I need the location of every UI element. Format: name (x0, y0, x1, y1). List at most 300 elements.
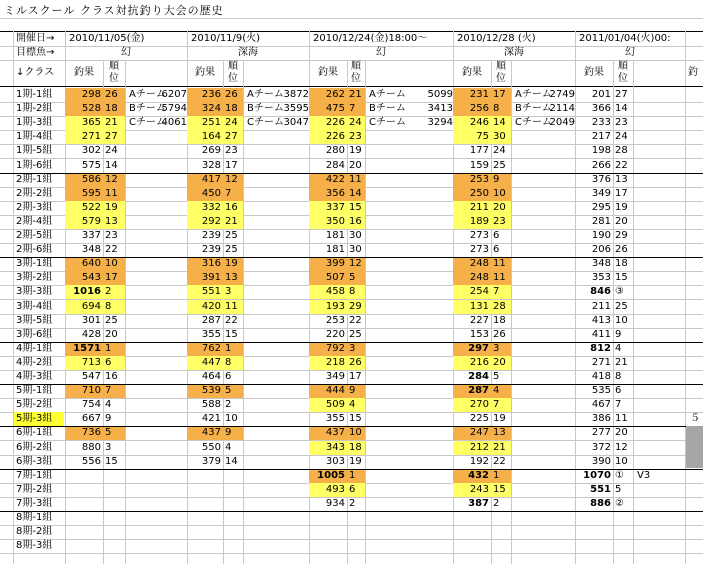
class-name: 3期-5組 (16, 315, 53, 326)
result-value: 131 (453, 300, 491, 314)
result-value: 812 (590, 343, 611, 354)
team-label: Cチーム (515, 117, 552, 128)
result-value: 736 (65, 426, 103, 440)
rank-column-header: 順 (351, 61, 361, 72)
rank-column-header: 位 (351, 73, 361, 84)
rank-value: 11 (103, 187, 125, 201)
result-value: 211 (453, 201, 491, 215)
result-value: 355 (325, 413, 345, 424)
rank-value: 9 (615, 329, 622, 340)
result-value: 324 (187, 102, 223, 116)
rank-value: 25 (349, 329, 362, 340)
rank-value: 14 (347, 187, 365, 201)
result-value: 437 (187, 426, 223, 440)
result-value: 376 (591, 174, 611, 185)
result-column-header: 釣果 (584, 67, 604, 78)
class-name: 2期-3組 (16, 202, 53, 213)
team-label: Aチーム (515, 89, 552, 100)
team-label: Bチーム (369, 103, 406, 114)
rank-value: 7 (491, 398, 511, 412)
result-value: 710 (65, 384, 103, 398)
rank-value: 1 (103, 342, 125, 356)
result-value: 792 (309, 342, 347, 356)
rank-value: 15 (491, 483, 511, 497)
rank-value: 22 (225, 315, 238, 326)
result-value: 211 (591, 301, 611, 312)
rank-value: 21 (615, 357, 628, 368)
rank-value: 11 (347, 173, 365, 187)
result-value: 588 (201, 399, 221, 410)
result-value: 475 (309, 102, 347, 116)
result-value: 379 (201, 456, 221, 467)
rank-column-header: 位 (109, 73, 119, 84)
result-value: 366 (591, 103, 611, 114)
period-border (0, 342, 703, 343)
result-value: 579 (65, 215, 103, 229)
result-value: 328 (201, 160, 221, 171)
rank-value: 25 (225, 244, 238, 255)
rank-value: 30 (491, 130, 511, 144)
rank-value: 11 (491, 271, 511, 285)
team-label: Cチーム (129, 117, 166, 128)
class-name: 7期-2組 (16, 484, 53, 495)
class-name: 6期-1組 (16, 427, 53, 438)
result-value: 217 (591, 131, 611, 142)
event-date: 2010/12/28 (火) (457, 33, 536, 44)
result-value: 365 (65, 116, 103, 130)
team-score: 6207 (161, 89, 187, 100)
rank-value: 19 (493, 413, 506, 424)
event-target-fish: 幻 (376, 47, 386, 58)
result-value: 198 (591, 145, 611, 156)
rank-value: 23 (615, 117, 628, 128)
result-value: 153 (469, 329, 489, 340)
result-value: 556 (81, 456, 101, 467)
class-name: 3期-2組 (16, 272, 53, 283)
rank-value: 27 (103, 130, 125, 144)
result-value: 181 (325, 244, 345, 255)
result-value: 550 (201, 442, 221, 453)
rank-column-header: 順 (228, 61, 238, 72)
rank-value: 13 (223, 271, 243, 285)
rank-value: 23 (105, 230, 118, 241)
rank-value: 19 (615, 202, 628, 213)
rank-value: 20 (615, 216, 628, 227)
result-value: 256 (453, 102, 491, 116)
rank-value: 6 (225, 371, 232, 382)
rank-value: 14 (105, 160, 118, 171)
rank-value: 18 (223, 102, 243, 116)
rank-value: 19 (349, 456, 362, 467)
rank-value: 30 (349, 244, 362, 255)
result-value: 762 (187, 342, 223, 356)
grid-line (243, 60, 244, 564)
rank-column-header: 順 (618, 61, 628, 72)
rank-value: 10 (615, 456, 628, 467)
rank-value: 9 (491, 173, 511, 187)
result-value: 450 (187, 187, 223, 201)
result-value: 1016 (65, 285, 103, 299)
rank-value: 1 (347, 469, 365, 483)
class-name: 5期-3組 (14, 412, 64, 426)
rank-value: 19 (349, 145, 362, 156)
rank-value: 20 (105, 329, 118, 340)
event-target-fish: 幻 (121, 47, 131, 58)
rank-value: 8 (491, 102, 511, 116)
team-label: Aチーム (247, 89, 284, 100)
rank-value: 24 (105, 145, 118, 156)
class-name: 2期-4組 (16, 216, 53, 227)
rank-value: 9 (105, 413, 112, 424)
rank-value: 7 (223, 187, 243, 201)
class-name: 2期-6組 (16, 244, 53, 255)
rank-value: 20 (491, 201, 511, 215)
result-value: 164 (187, 130, 223, 144)
rank-column-header: 順 (496, 61, 506, 72)
event-date: 2011/01/04(火)00: (579, 33, 671, 44)
result-value: 239 (201, 230, 221, 241)
result-value: 239 (201, 244, 221, 255)
grid-line (365, 60, 366, 564)
result-value: 281 (591, 216, 611, 227)
team-label: Bチーム (247, 103, 284, 114)
result-value: 356 (309, 187, 347, 201)
result-value: 551 (187, 285, 223, 299)
period-border (0, 384, 703, 385)
rank-value: 19 (103, 201, 125, 215)
result-value: 390 (591, 456, 611, 467)
rank-column-header: 位 (496, 73, 506, 84)
result-value: 464 (201, 371, 221, 382)
period-border (0, 469, 703, 470)
rank-value: 10 (103, 257, 125, 271)
team-score: 3294 (427, 117, 453, 128)
result-value: 277 (591, 427, 611, 438)
rank-value: 10 (615, 315, 628, 326)
result-value: 713 (65, 356, 103, 370)
result-value: 411 (591, 329, 611, 340)
result-value: 349 (591, 188, 611, 199)
rank-value: 8 (347, 285, 365, 299)
result-value: 266 (591, 160, 611, 171)
result-value: 421 (201, 413, 221, 424)
rank-value: 7 (103, 384, 125, 398)
rank-value: 10 (347, 426, 365, 440)
period-border (0, 511, 703, 512)
rank-value: 12 (103, 173, 125, 187)
period-border (0, 173, 703, 174)
result-value: 220 (325, 329, 345, 340)
class-name: 1期-5組 (16, 145, 53, 156)
result-value: 254 (453, 285, 491, 299)
result-value: 934 (325, 498, 345, 509)
result-value: 192 (469, 456, 489, 467)
result-value: 348 (81, 244, 101, 255)
period-border (0, 426, 703, 427)
result-value: 493 (309, 483, 347, 497)
rank-value: 20 (349, 160, 362, 171)
rank-value: 3 (347, 342, 365, 356)
rank-value: 27 (615, 89, 628, 100)
result-value: 248 (453, 271, 491, 285)
team-score: 2749 (549, 89, 575, 100)
result-value: 391 (187, 271, 223, 285)
grid-line (685, 31, 686, 564)
rank-value: 26 (615, 244, 628, 255)
class-name: 2期-1組 (16, 174, 53, 185)
rank-value: 2 (103, 285, 125, 299)
rank-value: 18 (103, 102, 125, 116)
result-value: 236 (187, 88, 223, 102)
rank-value: 29 (347, 300, 365, 314)
result-value: 243 (453, 483, 491, 497)
team-score: 2049 (549, 117, 575, 128)
grid-line (0, 553, 703, 554)
result-value: 332 (187, 201, 223, 215)
rank-value: 8 (615, 371, 622, 382)
rank-value: 22 (615, 160, 628, 171)
rank-value: 5 (223, 384, 243, 398)
rank-value: 17 (615, 188, 628, 199)
result-value: 189 (453, 215, 491, 229)
rank-value: 23 (491, 215, 511, 229)
team-score: 2114 (549, 103, 575, 114)
rank-value: ③ (615, 286, 624, 297)
result-value: 226 (309, 130, 347, 144)
grey-block (686, 426, 703, 468)
result-value: 1005 (309, 469, 347, 483)
rank-value: 30 (349, 230, 362, 241)
result-value: 287 (453, 384, 491, 398)
rank-column-header: 位 (228, 73, 238, 84)
partial-cell-text: ５ (690, 413, 700, 424)
result-value: 422 (309, 173, 347, 187)
rank-value: 25 (225, 230, 238, 241)
team-label: Cチーム (369, 117, 406, 128)
rank-value: 12 (223, 173, 243, 187)
result-value: 287 (201, 315, 221, 326)
result-value: 350 (309, 215, 347, 229)
class-row-label: ↓クラス (16, 67, 55, 78)
result-value: 262 (309, 88, 347, 102)
rank-value: 3 (105, 442, 112, 453)
result-value: 507 (309, 271, 347, 285)
result-value: 226 (309, 116, 347, 130)
class-name: 1期-1組 (16, 89, 53, 100)
rank-value: 11 (223, 300, 243, 314)
team-label: Aチーム (369, 89, 406, 100)
result-value: 273 (469, 244, 489, 255)
rank-value: 5 (103, 426, 125, 440)
rank-value: 20 (491, 356, 511, 370)
rank-value: 26 (493, 329, 506, 340)
result-value: 201 (591, 89, 611, 100)
rank-value: 17 (225, 160, 238, 171)
rank-value: 15 (347, 201, 365, 215)
result-value: 694 (65, 300, 103, 314)
result-value: 754 (81, 399, 101, 410)
result-value: 586 (65, 173, 103, 187)
result-value: 458 (309, 285, 347, 299)
rank-value: 22 (493, 456, 506, 467)
result-value: 159 (469, 160, 489, 171)
rank-value: 18 (347, 441, 365, 455)
result-value: 547 (81, 371, 101, 382)
result-value: 447 (187, 356, 223, 370)
class-name: 6期-2組 (16, 442, 53, 453)
rank-value: 5 (493, 371, 500, 382)
rank-value: 15 (225, 329, 238, 340)
result-value: 543 (65, 271, 103, 285)
result-value: 303 (325, 456, 345, 467)
result-value: 386 (591, 413, 611, 424)
result-value: 247 (453, 426, 491, 440)
result-value: 418 (591, 371, 611, 382)
result-value: 399 (309, 257, 347, 271)
event-target-fish: 深海 (504, 47, 524, 58)
rank-value: 14 (491, 116, 511, 130)
result-value: 886 (590, 498, 611, 509)
result-value: 428 (81, 329, 101, 340)
result-value: 302 (81, 145, 101, 156)
rank-value: 9 (223, 426, 243, 440)
result-value: 337 (309, 201, 347, 215)
rank-value: 27 (223, 130, 243, 144)
class-name: 5期-1組 (16, 385, 53, 396)
class-name: 6期-3組 (16, 456, 53, 467)
team-score: 3872 (283, 89, 309, 100)
result-value: 248 (453, 257, 491, 271)
result-value: 216 (453, 356, 491, 370)
class-name: 1期-3組 (16, 117, 53, 128)
rank-value: 29 (615, 230, 628, 241)
result-value: 225 (469, 413, 489, 424)
rank-value: 25 (615, 301, 628, 312)
result-value: 284 (325, 160, 345, 171)
result-value: 846 (590, 286, 611, 297)
result-value: 1070 (583, 470, 611, 481)
team-score: 3413 (427, 103, 453, 114)
class-name: 1期-4組 (16, 131, 53, 142)
grid-line (0, 18, 703, 19)
result-value: 193 (309, 300, 347, 314)
result-value: 372 (591, 442, 611, 453)
event-date: 2010/11/05(金) (69, 33, 145, 44)
rank-value: 15 (105, 456, 118, 467)
result-value: 227 (469, 315, 489, 326)
rank-value: 6 (493, 230, 500, 241)
result-value: 253 (325, 315, 345, 326)
result-value: 212 (453, 441, 491, 455)
class-name: 3期-6組 (16, 329, 53, 340)
rank-value: 9 (347, 384, 365, 398)
result-value: 297 (453, 342, 491, 356)
team-score: 5099 (427, 89, 453, 100)
rank-value: 26 (103, 88, 125, 102)
class-name: 8期-2組 (16, 526, 53, 537)
rank-value: 7 (615, 399, 622, 410)
result-column-header: 釣果 (462, 67, 482, 78)
rank-value: 7 (347, 102, 365, 116)
result-value: 444 (309, 384, 347, 398)
rank-value: 4 (225, 442, 232, 453)
result-value: 348 (591, 258, 611, 269)
period-border (0, 257, 703, 258)
rank-value: 16 (223, 201, 243, 215)
rank-value: 4 (105, 399, 112, 410)
result-value: 206 (591, 244, 611, 255)
rank-value: 19 (223, 257, 243, 271)
team-label: Aチーム (129, 89, 166, 100)
rank-value: 21 (491, 441, 511, 455)
team-label: Bチーム (515, 103, 552, 114)
team-label: Bチーム (129, 103, 166, 114)
rank-value: 14 (225, 456, 238, 467)
class-name: 1期-6組 (16, 160, 53, 171)
rank-value: 13 (103, 215, 125, 229)
result-value: 181 (325, 230, 345, 241)
result-value: 218 (309, 356, 347, 370)
class-name: 4期-1組 (16, 343, 53, 354)
event-date: 2010/12/24(金)18:00〜 (313, 33, 428, 44)
event-target-fish: 深海 (238, 47, 258, 58)
rank-value: 16 (105, 371, 118, 382)
event-target-fish: 幻 (625, 47, 635, 58)
result-value: 420 (187, 300, 223, 314)
result-column-header: 釣果 (74, 67, 94, 78)
result-value: 387 (468, 498, 489, 509)
result-value: 273 (469, 230, 489, 241)
rank-value: 22 (349, 315, 362, 326)
result-value: 231 (453, 88, 491, 102)
result-value: 528 (65, 102, 103, 116)
class-name: 3期-3組 (16, 286, 53, 297)
team-score: 4061 (161, 117, 187, 128)
result-value: 246 (453, 116, 491, 130)
result-value: 298 (65, 88, 103, 102)
grid-line (125, 60, 126, 564)
result-value: 595 (65, 187, 103, 201)
result-value: 269 (201, 145, 221, 156)
rank-value: 4 (615, 343, 622, 354)
rank-value: 12 (615, 442, 628, 453)
grid-line (511, 60, 512, 564)
rank-value: 15 (615, 272, 628, 283)
result-value: 251 (187, 116, 223, 130)
date-row-label: 開催日→ (16, 33, 55, 44)
rank-value: 4 (491, 384, 511, 398)
result-value: 551 (590, 484, 611, 495)
rank-value: 26 (347, 356, 365, 370)
class-name: 7期-3組 (16, 498, 53, 509)
team-score: 3595 (283, 103, 309, 114)
result-value: 667 (81, 413, 101, 424)
result-value: 413 (591, 315, 611, 326)
rank-value: 10 (491, 187, 511, 201)
header-bottom-border (0, 86, 703, 87)
rank-value: 21 (223, 215, 243, 229)
rank-value: 14 (615, 103, 628, 114)
result-value: 539 (187, 384, 223, 398)
result-value: 432 (453, 469, 491, 483)
result-value: 250 (453, 187, 491, 201)
rank-value: 2 (225, 399, 232, 410)
result-value: 190 (591, 230, 611, 241)
result-value: 353 (591, 272, 611, 283)
result-value: 280 (325, 145, 345, 156)
result-value: 271 (591, 357, 611, 368)
rank-value: 6 (615, 385, 622, 396)
